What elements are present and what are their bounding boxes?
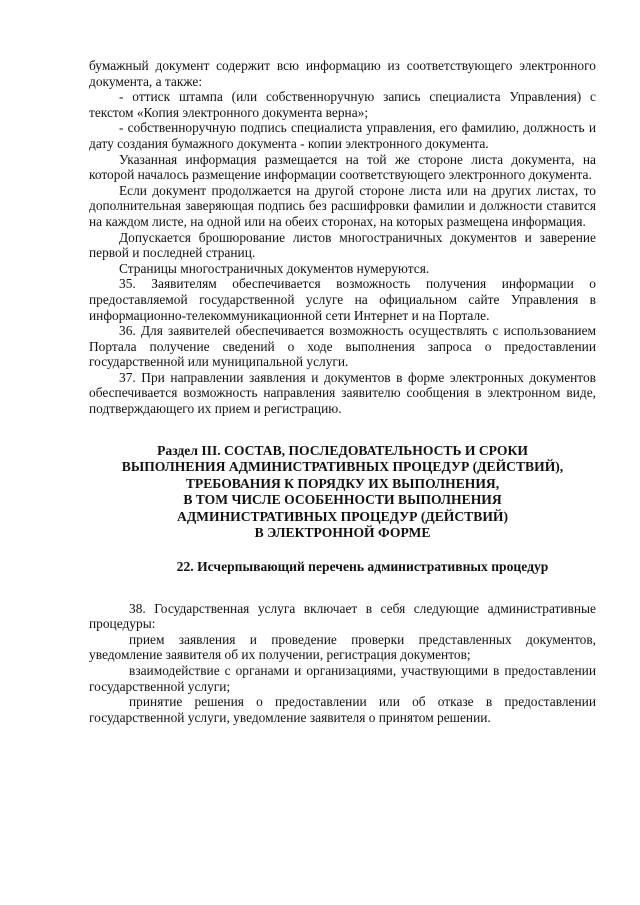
list-item: принятие решения о предоставлении или об отказе в предоставлении государственной услуги, уведомление заявителя о принятом решении. <box>89 694 596 725</box>
paragraph: Страницы многостраничных документов нумеруются. <box>119 260 430 276</box>
subsection-heading: 22. Исчерпывающий перечень административных процедур <box>176 558 549 574</box>
paragraph: бумажный документ содержит всю информацию из соответствующего электронного документа, а также: <box>89 58 596 89</box>
paragraph: Если документ продолжается на другой стороне листа или на других листах, то дополнительная заверяющая подпись без расшифровки фамилии и должности ставится на каждом листе, на одной или на обеих сторонах, на которых размещена информация. <box>89 182 596 229</box>
list-item: прием заявления и проведение проверки представленных документов, уведомление заявителя об их получении, регистрация документов; <box>89 631 596 663</box>
section-heading <box>89 443 596 542</box>
paragraph-37: 37. При направлении заявления и документов в форме электронных документов обеспечивается возможность направления заявителю сообщения в электронном виде, подтверждающего их прием и регистрацию. <box>89 369 596 417</box>
paragraph: Указанная информация размещается на той же стороне листа документа, на которой началось размещение информации соответствующего электронного документа. <box>89 151 596 183</box>
body-text-bottom <box>89 601 596 726</box>
paragraph-36: 36. Для заявителей обеспечивается возможность осуществлять с использованием Портала получение сведений о ходе выполнения запроса о предоставлении государственной или муниципальной услуги. <box>89 323 596 370</box>
section-heading-line: В ТОМ ЧИСЛЕ ОСОБЕННОСТИ ВЫПОЛНЕНИЯ <box>183 492 502 508</box>
section-heading-line: Раздел III. СОСТАВ, ПОСЛЕДОВАТЕЛЬНОСТЬ И СРОКИ <box>157 442 528 458</box>
paragraph: Допускается брошюрование листов многостраничных документов и заверение первой и последней страниц. <box>89 229 596 261</box>
section-heading-line: ВЫПОЛНЕНИЯ АДМИНИСТРАТИВНЫХ ПРОЦЕДУР (ДЕЙСТВИЙ), <box>121 459 564 475</box>
paragraph-35: 35. Заявителям обеспечивается возможность получения информации о предоставляемой государственной услуге на официальном сайте Управления в информационно-телекоммуникационной сети Интернет и на Портале. <box>89 276 596 323</box>
section-heading-line: ТРЕБОВАНИЯ К ПОРЯДКУ ИХ ВЫПОЛНЕНИЯ, <box>185 475 500 491</box>
paragraph-38: 38. Государственная услуга включает в себя следующие административные процедуры: <box>89 600 596 632</box>
paragraph: - собственноручную подпись специалиста управления, его фамилию, должность и дату создания бумажного документа - копии электронного документа. <box>89 120 596 151</box>
section-heading-line: В ЭЛЕКТРОННОЙ ФОРМЕ <box>254 525 431 541</box>
paragraph: - оттиск штампа (или собственноручную запись специалиста Управления) с текстом «Копия электронного документа верна»; <box>89 89 596 120</box>
section-heading-line: АДМИНИСТРАТИВНЫХ ПРОЦЕДУР (ДЕЙСТВИЙ) <box>177 508 508 524</box>
list-item: взаимодействие с органами и организациями, участвующими в предоставлении государственной услуги; <box>89 663 596 694</box>
body-text-top <box>89 58 596 417</box>
